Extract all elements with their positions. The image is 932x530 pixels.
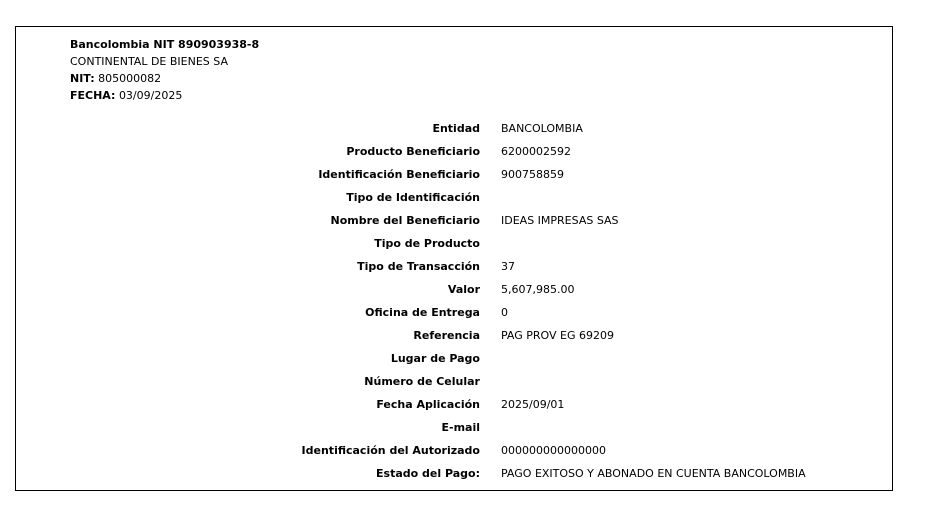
detail-value: IDEAS IMPRESAS SAS <box>501 214 619 227</box>
detail-row-tipo-identificacion <box>16 189 892 212</box>
date-line <box>70 87 259 104</box>
detail-row-nombre-beneficiario <box>16 212 892 235</box>
detail-row-entidad <box>16 120 892 143</box>
detail-value: PAG PROV EG 69209 <box>501 329 615 342</box>
detail-value: 900758859 <box>501 168 564 181</box>
detail-row-tipo-producto <box>16 235 892 258</box>
detail-row-tipo-transaccion <box>16 258 892 281</box>
detail-row-oficina-entrega <box>16 304 892 327</box>
detail-label: Identificación del Autorizado <box>301 444 480 457</box>
nit-value: 805000082 <box>98 72 162 85</box>
detail-row-identificacion-autorizado <box>16 442 892 465</box>
date-label: FECHA: <box>70 89 116 102</box>
detail-label: Fecha Aplicación <box>376 398 480 411</box>
detail-label: Lugar de Pago <box>390 352 480 365</box>
payment-details <box>16 120 892 488</box>
detail-label: Tipo de Producto <box>374 237 480 250</box>
detail-row-valor <box>16 281 892 304</box>
detail-row-email <box>16 419 892 442</box>
detail-value: 37 <box>501 260 515 273</box>
detail-label: Entidad <box>432 122 480 135</box>
detail-label: Producto Beneficiario <box>346 145 480 158</box>
payment-receipt <box>15 26 893 491</box>
nit-label: NIT: <box>70 72 95 85</box>
detail-row-referencia <box>16 327 892 350</box>
detail-label: Oficina de Entrega <box>365 306 480 319</box>
detail-row-lugar-pago <box>16 350 892 373</box>
detail-value: 5,607,985.00 <box>501 283 575 296</box>
detail-label: Tipo de Transacción <box>357 260 480 273</box>
detail-label: Valor <box>447 283 480 296</box>
date-value: 03/09/2025 <box>118 89 183 102</box>
detail-value: 6200002592 <box>501 145 571 158</box>
detail-label: Referencia <box>413 329 480 342</box>
detail-label: Nombre del Beneficiario <box>330 214 480 227</box>
receipt-header <box>70 36 259 104</box>
detail-value: PAGO EXITOSO Y ABONADO EN CUENTA BANCOLOMBIA <box>501 467 806 480</box>
nit-line <box>70 70 259 87</box>
detail-value: 2025/09/01 <box>501 398 565 411</box>
detail-row-fecha-aplicacion <box>16 396 892 419</box>
detail-value: 000000000000000 <box>501 444 606 457</box>
detail-label: Tipo de Identificación <box>346 191 480 204</box>
detail-row-estado-pago <box>16 465 892 488</box>
detail-value: BANCOLOMBIA <box>501 122 583 135</box>
detail-label: E-mail <box>441 421 480 434</box>
detail-label: Número de Celular <box>364 375 480 388</box>
detail-label: Identificación Beneficiario <box>318 168 480 181</box>
company-name: CONTINENTAL DE BIENES SA <box>70 55 228 68</box>
detail-value: 0 <box>501 306 508 319</box>
detail-row-numero-celular <box>16 373 892 396</box>
bank-name: Bancolombia NIT 890903938-8 <box>70 38 260 51</box>
detail-label: Estado del Pago: <box>376 467 480 480</box>
detail-row-identificacion-beneficiario <box>16 166 892 189</box>
detail-row-producto-beneficiario <box>16 143 892 166</box>
